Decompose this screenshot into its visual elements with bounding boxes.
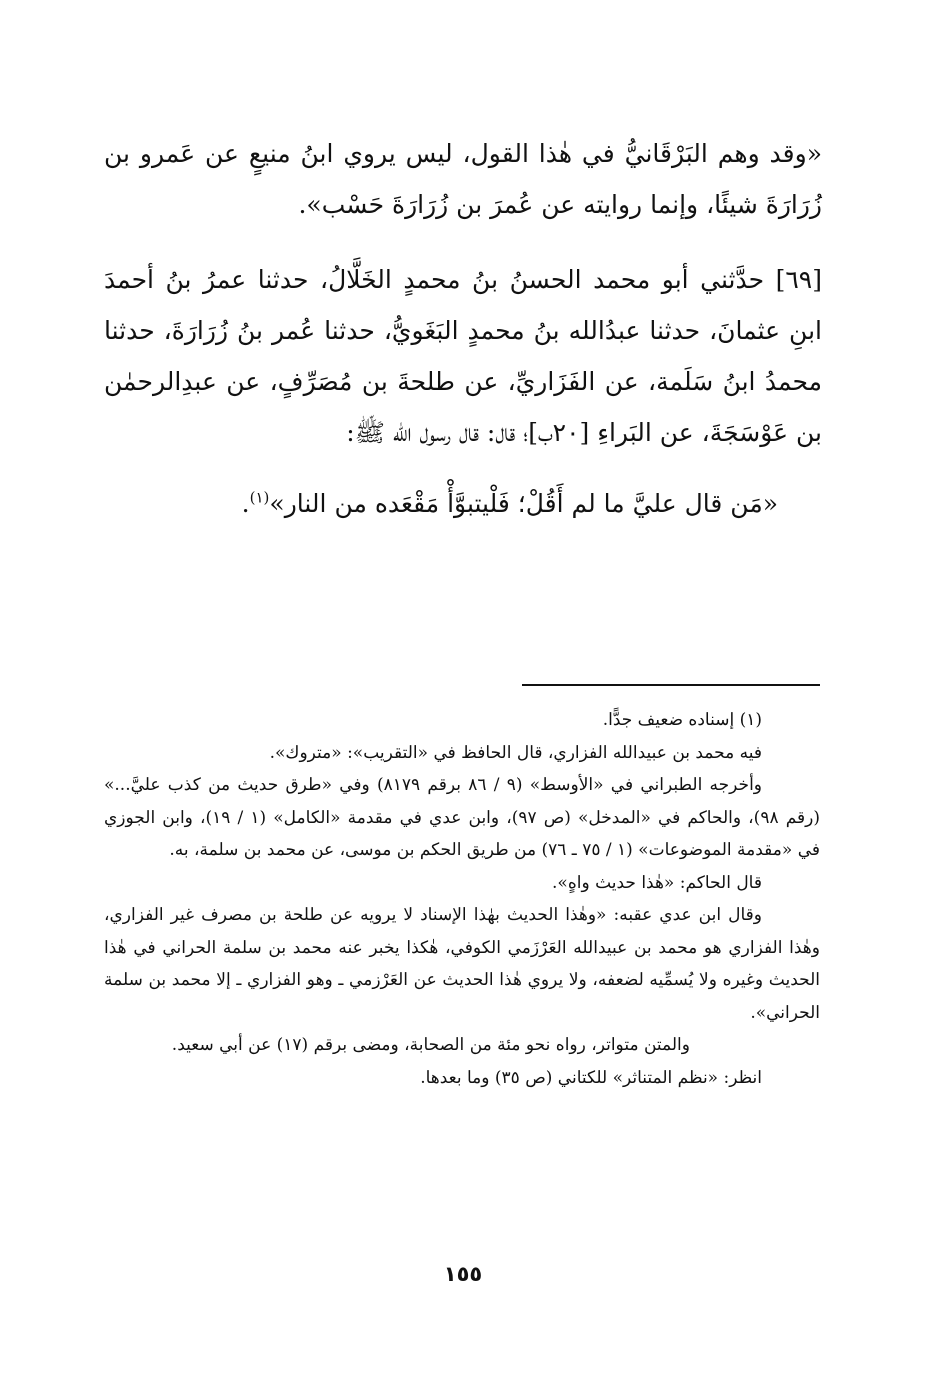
footnote-paragraph: وقال ابن عدي عقبه: «وهٰذا الحديث بهٰذا الإسناد لا يرويه عن طلحة بن مصرف غير الفزاري، وهٰذا الفزاري هو محمد بن عبيدالله العَرْزَمي الكوفي، هٰكذا يخبر عنه محمد بن سلمة الحراني في هٰذا الحديث وغيره ولا يُسمِّيه لضعفه، ولا يروي هٰذا الحديث عن العَرْزمي ـ وهو الفزاري ـ إلا محمد بن سلمة الحراني». (104, 905, 820, 1023)
footnote-marker[interactable]: (١) (249, 488, 270, 507)
page-number: ١٥٥ (443, 1262, 483, 1286)
footnote-line: (١) إسناده ضعيف جدًّا. (602, 710, 762, 730)
hadith-text: «مَن قال عليَّ ما لم أَقُلْ؛ فَلْيتبوَّأْ مَقْعَده من النار» (269, 489, 778, 518)
main-text (104, 128, 822, 529)
footnote-paragraph: وأخرجه الطبراني في «الأوسط» (٩ / ٨٦ برقم ٨١٧٩) وفي «طرق حديث من كذب عليَّ...» (رقم ٩٨)، والحاكم في «المدخل» (ص ٩٧)، وابن عدي في مقدمة «الكامل» (١ / ١٩)، وابن الجوزي في «مقدمة الموضوعات» (١ / ٧٥ ـ ٧٦) من طريق الحكم بن موسى، عن محمد بن سلمة، به. (104, 775, 820, 860)
footnote-line: والمتن متواتر، رواه نحو مئة من الصحابة، ومضى برقم (١٧) عن أبي سعيد. (171, 1035, 690, 1055)
footnotes (104, 704, 820, 1094)
footnote-line: فيه محمد بن عبيدالله الفزاري، قال الحافظ في «التقريب»: «متروك». (269, 742, 762, 763)
footnote-separator (522, 684, 820, 686)
footnote-line: انظر: «نظم المتناثر» للكتاني (ص ٣٥) وما بعدها. (420, 1067, 762, 1088)
hadith-paragraph: «مَن قال عليَّ ما لم أَقُلْ؛ فَلْيتبوَّأْ مَقْعَده من النار»$^{(١)}$. (241, 488, 778, 518)
footnote-line: قال الحاكم: «هٰذا حديث واهٍ». (552, 872, 762, 893)
quote-paragraph: «وقد وهم البَرْقَانيُّ في هٰذا القول، ليس يروي ابنُ منيعٍ عن عَمرو بن زُرَارَةَ شيئًا، وإنما روايته عن عُمرَ بن زُرَارَةَ حَسْب». (104, 139, 822, 219)
isnad-paragraph: [٦٩] حدَّثني أبو محمد الحسنُ بنُ محمدٍ الخَلَّالُ، حدثنا عمرُ بنُ أحمدَ ابنِ عثمانَ، حدثنا عبدُالله بنُ محمدٍ البَغَويُّ، حدثنا عُمر بنُ زُرَارَةَ، حدثنا محمدُ ابنُ سَلَمة، عن الفَزَاريِّ، عن طلحةَ بن مُصَرِّفٍ، عن عبدِالرحمٰن بن عَوْسَجَةَ، عن البَراءِ [٢٠ب]؛ قال: قال رسول الله ﷺ: (104, 265, 822, 447)
